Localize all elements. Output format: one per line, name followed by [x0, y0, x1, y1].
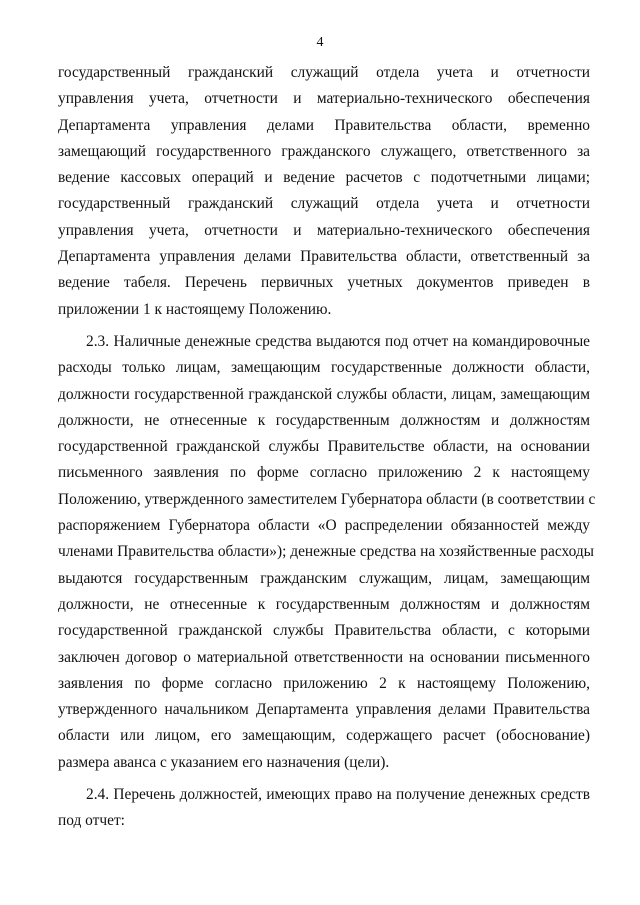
- text-line: 2.3. Наличные денежные средства выдаются под отчет на командировочные: [86, 332, 590, 350]
- text-line: управления учета, отчетности и материально-технического обеспечения: [58, 221, 590, 239]
- text-line: под отчет:: [58, 812, 125, 830]
- text-line: утвержденного начальником Департамента управления делами Правительства: [58, 701, 590, 719]
- paragraph-section-2-3: [58, 329, 596, 776]
- text-line: Департамента управления делами Правительства области, ответственный за: [58, 248, 590, 266]
- text-line: распоряжением Губернатора области «О распределении обязанностей между: [58, 517, 590, 535]
- text-line: заявления по форме согласно приложению 2 к настоящему Положению,: [58, 674, 590, 692]
- text-line: должности, не отнесенные к государственным должностям и должностям: [58, 411, 590, 429]
- text-line: ведение табеля. Перечень первичных учетных документов приведен в: [58, 274, 590, 292]
- text-line: членами Правительства области»); денежные средства на хозяйственные расходы: [58, 543, 594, 561]
- paragraph-section-2-4: [58, 782, 590, 835]
- text-line: государственной гражданской службы Правительстве области, на основании: [58, 438, 590, 456]
- text-line: расходы только лицам, замещающим государственные должности области,: [58, 359, 590, 377]
- text-line: приложении 1 к настоящему Положению.: [58, 300, 332, 318]
- text-line: выдаются государственным гражданским служащим, лицам, замещающим: [58, 569, 590, 587]
- text-line: замещающий государственного гражданского служащего, ответственного за: [58, 142, 590, 160]
- text-line: 2.4. Перечень должностей, имеющих право на получение денежных средств: [86, 786, 590, 804]
- text-line: должности, не отнесенные к государственным должностям и должностям: [58, 595, 590, 613]
- text-line: государственный гражданский служащий отдела учета и отчетности: [58, 195, 590, 213]
- paragraph-continuation: [58, 60, 590, 323]
- page-number: 4: [316, 35, 324, 50]
- text-line: управления учета, отчетности и материально-технического обеспечения: [58, 90, 590, 108]
- text-line: государственной гражданской службы Правительства области, с которыми: [58, 622, 590, 640]
- document-body: [58, 60, 596, 835]
- text-line: письменного заявления по форме согласно приложению 2 к настоящему: [58, 464, 590, 482]
- text-line: области или лицом, его замещающим, содержащего расчет (обоснование): [58, 727, 590, 745]
- text-line: должности государственной гражданской службы области, лицам, замещающим: [58, 385, 590, 403]
- text-line: государственный гражданский служащий отдела учета и отчетности: [58, 64, 590, 81]
- text-line: заключен договор о материальной ответственности на основании письменного: [58, 648, 590, 666]
- text-line: ведение кассовых операций и ведение расчетов с подотчетными лицами;: [58, 169, 590, 187]
- text-line: размера аванса с указанием его назначения (цели).: [58, 753, 390, 771]
- text-line: Департамента управления делами Правительства области, временно: [58, 116, 590, 134]
- text-line: Положению, утвержденного заместителем Губернатора области (в соответствии с: [58, 490, 596, 508]
